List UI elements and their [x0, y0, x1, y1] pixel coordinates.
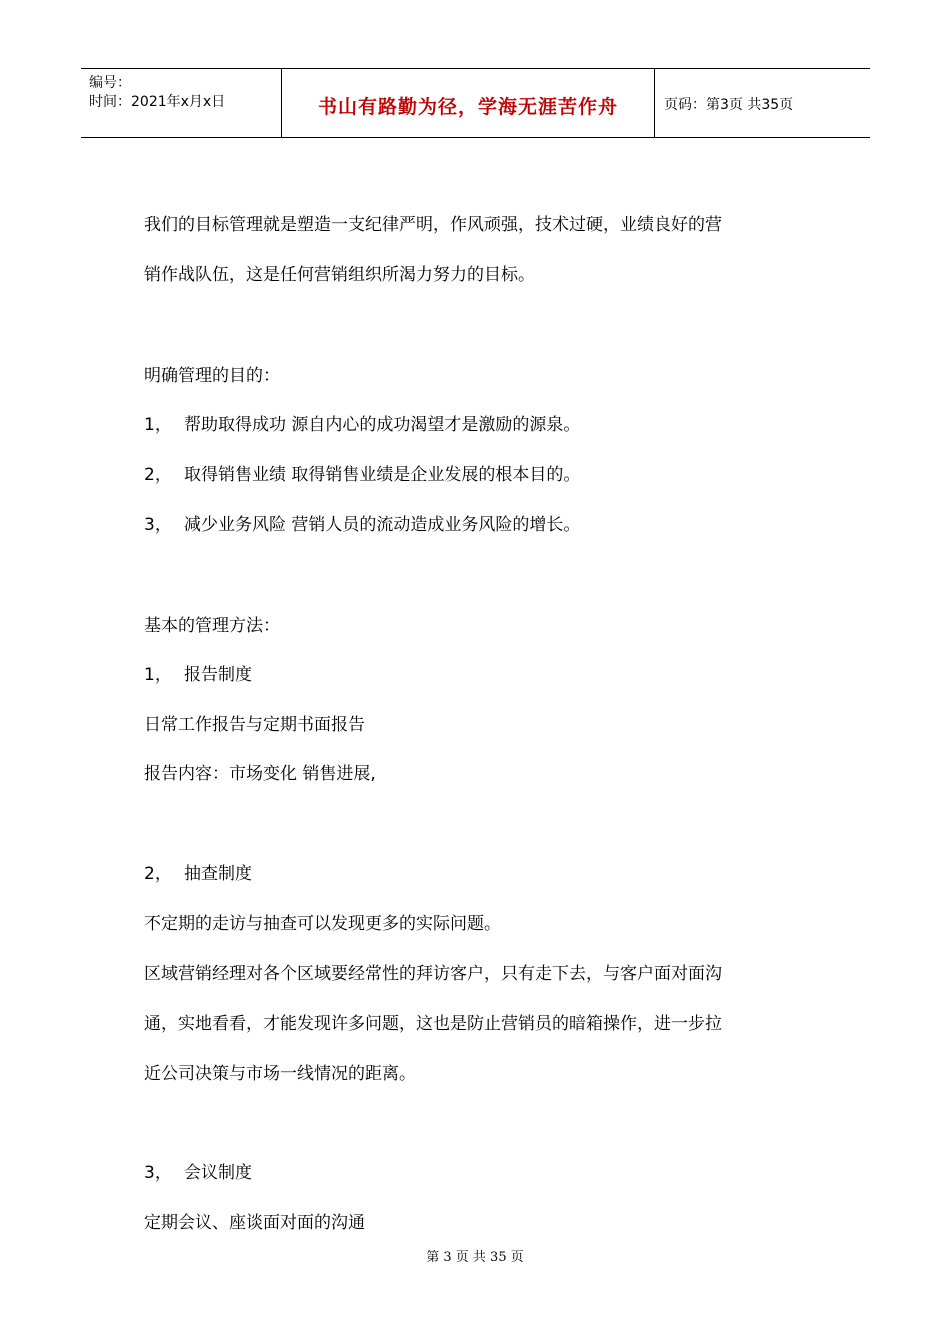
document-time-label: 时间：2021年x月x日	[89, 94, 226, 110]
paragraph-line: 销作战队伍，这是任何营销组织所渴力努力的目标。	[144, 265, 535, 285]
paragraph-line: 定期会议、座谈面对面的沟通	[144, 1213, 365, 1233]
header-page-number: 页码：第3页 共35页	[664, 97, 794, 113]
method-number: 1，	[144, 665, 172, 685]
method-number: 3，	[144, 1163, 172, 1183]
list-item-number: 2，	[144, 465, 172, 485]
paragraph-line: 报告内容：市场变化 销售进展,	[144, 764, 376, 784]
paragraph-line: 区域营销经理对各个区域要经常性的拜访客户，只有走下去，与客户面对面沟	[144, 964, 722, 984]
method-title: 会议制度	[184, 1163, 252, 1183]
section-heading: 基本的管理方法：	[144, 616, 280, 636]
method-number: 2，	[144, 864, 172, 884]
list-item-number: 1，	[144, 415, 172, 435]
header-page-cell	[655, 69, 870, 137]
paragraph-line: 通，实地看看，才能发现许多问题，这也是防止营销员的暗箱操作，进一步拉	[144, 1014, 722, 1034]
section-heading: 明确管理的目的：	[144, 366, 280, 386]
page-header	[81, 68, 870, 138]
list-item	[144, 510, 580, 535]
list-item-text: 减少业务风险 营销人员的流动造成业务风险的增长。	[184, 515, 581, 535]
paragraph-line: 近公司决策与市场一线情况的距离。	[144, 1064, 416, 1084]
list-item-number: 3，	[144, 515, 172, 535]
method-heading	[144, 859, 252, 884]
document-number-label: 编号：	[89, 75, 131, 91]
paragraph-line: 我们的目标管理就是塑造一支纪律严明，作风顽强，技术过硬，业绩良好的营	[144, 215, 722, 235]
header-motto: 书山有路勤为径，学海无涯苦作舟	[317, 96, 618, 118]
list-item	[144, 410, 580, 435]
method-title: 报告制度	[184, 665, 252, 685]
list-item-text: 取得销售业绩 取得销售业绩是企业发展的根本目的。	[184, 465, 581, 485]
list-item	[144, 460, 580, 485]
method-heading	[144, 1158, 252, 1183]
paragraph-line: 不定期的走访与抽查可以发现更多的实际问题。	[144, 914, 501, 934]
method-title: 抽查制度	[184, 864, 252, 884]
header-meta-cell	[81, 69, 282, 137]
page-footer: 第 3 页 共 35 页	[426, 1250, 524, 1265]
paragraph-line: 日常工作报告与定期书面报告	[144, 715, 365, 735]
header-motto-cell	[282, 69, 655, 137]
list-item-text: 帮助取得成功 源自内心的成功渴望才是激励的源泉。	[184, 415, 581, 435]
method-heading	[144, 660, 252, 685]
